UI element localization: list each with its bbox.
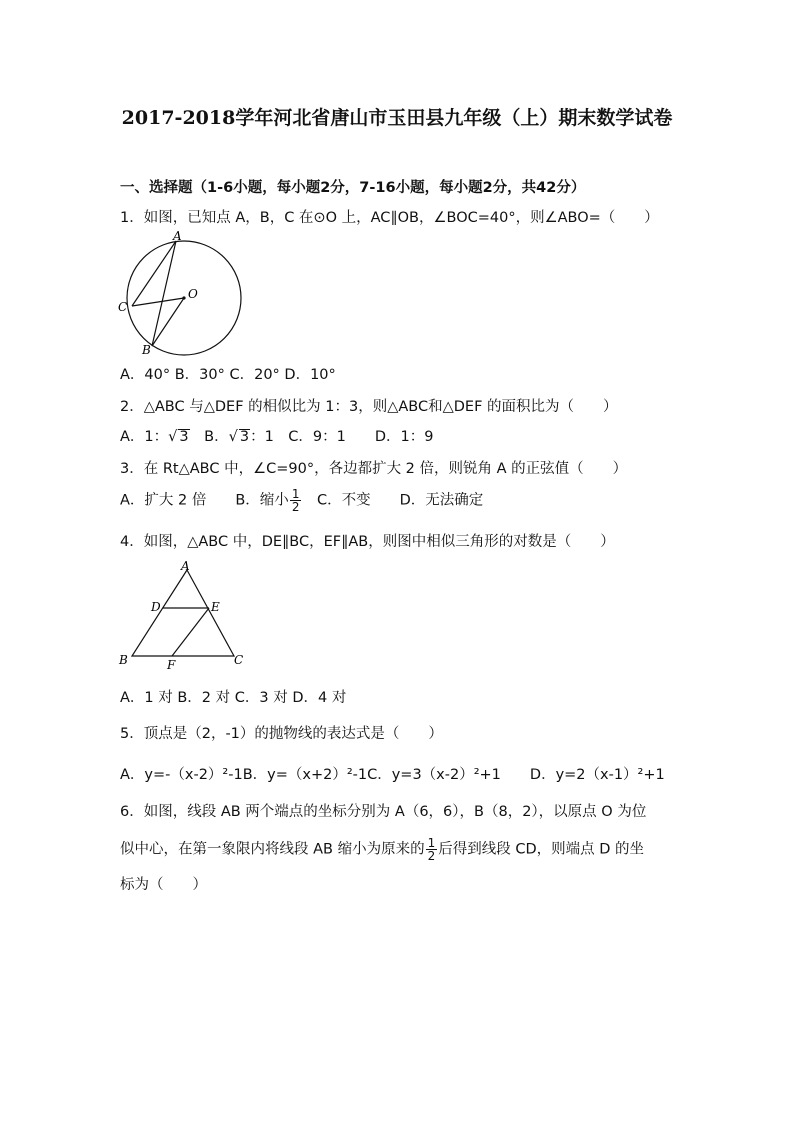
- label-c: C: [118, 300, 128, 314]
- q6-fraction: [426, 837, 438, 862]
- q2-opt-rest: ：1 C．9：1 D．1：9: [250, 429, 434, 445]
- chord-ab: [152, 241, 176, 346]
- label-f: F: [167, 658, 176, 672]
- q2-options: [120, 425, 434, 446]
- chord-ac: [132, 241, 176, 306]
- fraction-denominator: 2: [427, 849, 436, 863]
- label-o: O: [188, 287, 198, 301]
- q4-stem: 4．如图，△ABC 中，DE∥BC，EF∥AB，则图中相似三角形的对数是（ ）: [120, 534, 615, 550]
- label-b: B: [142, 343, 151, 357]
- label-e: E: [211, 600, 220, 614]
- q3-fraction: [290, 488, 302, 513]
- q3-stem: 3．在 Rt△ABC 中，∠C=90°，各边都扩大 2 倍，则锐角 A 的正弦值（ ）: [120, 461, 628, 477]
- q4-triangle-figure: [112, 558, 252, 672]
- q2-stem: 2．△ABC 与△DEF 的相似比为 1：3，则△ABC和△DEF 的面积比为（ ）: [120, 399, 618, 415]
- q6-line3: 标为（ ）: [120, 877, 207, 893]
- q2-opt-a-radicand: 3: [179, 429, 189, 445]
- q6-line1: 6．如图，线段 AB 两个端点的坐标分别为 A（6，6），B（8，2），以原点 O 为位: [120, 804, 647, 820]
- section-heading: 一、选择题（1-6小题，每小题2分，7-16小题，每小题2分，共42分）: [120, 180, 586, 196]
- page-title: 2017-2018学年河北省唐山市玉田县九年级（上）期末数学试卷: [121, 107, 673, 129]
- segment-ob: [152, 298, 184, 346]
- q2-opt-b-prefix: B．: [189, 429, 229, 445]
- q6-line2-prefix: 似中心，在第一象限内将线段 AB 缩小为原来的: [120, 841, 425, 858]
- q5-options: A．y=-（x-2）²-1B．y=（x+2）²-1C．y=3（x-2）²+1 D．y=2（x-1）²+1: [120, 767, 665, 783]
- fraction-numerator: 1: [427, 836, 436, 850]
- label-a: A: [181, 559, 190, 573]
- label-b: B: [119, 653, 128, 667]
- label-c: C: [234, 653, 244, 667]
- q5-stem: 5．顶点是（2，-1）的抛物线的表达式是（ ）: [120, 726, 443, 742]
- q1-circle-figure: [112, 230, 247, 358]
- fraction-numerator: 1: [291, 487, 300, 501]
- center-point: [182, 296, 185, 299]
- segment-ef: [172, 608, 209, 656]
- q2-opt-b-radicand: 3: [239, 429, 250, 445]
- q2-opt-a-prefix: A．1：: [120, 429, 169, 445]
- sqrt-sign: √: [228, 429, 238, 445]
- q4-options: A．1 对 B．2 对 C．3 对 D．4 对: [120, 690, 347, 706]
- q6-line2: [120, 837, 644, 862]
- q3-options: [120, 488, 483, 513]
- q1-options: A．40° B．30° C．20° D．10°: [120, 367, 336, 383]
- q3-opt-rest: C．不变 D．无法确定: [302, 492, 484, 509]
- label-d: D: [151, 600, 161, 614]
- q1-stem: 1．如图，已知点 A，B，C 在⊙O 上，AC∥OB，∠BOC=40°，则∠ABO=（ ）: [120, 210, 659, 226]
- fraction-denominator: 2: [291, 500, 300, 514]
- segment-co: [132, 298, 184, 306]
- sqrt-sign: √: [168, 429, 178, 445]
- label-a: A: [173, 230, 182, 243]
- q6-line2-rest: 后得到线段 CD，则端点 D 的坐: [438, 841, 645, 858]
- q3-opt-prefix: A．扩大 2 倍 B．缩小: [120, 492, 289, 509]
